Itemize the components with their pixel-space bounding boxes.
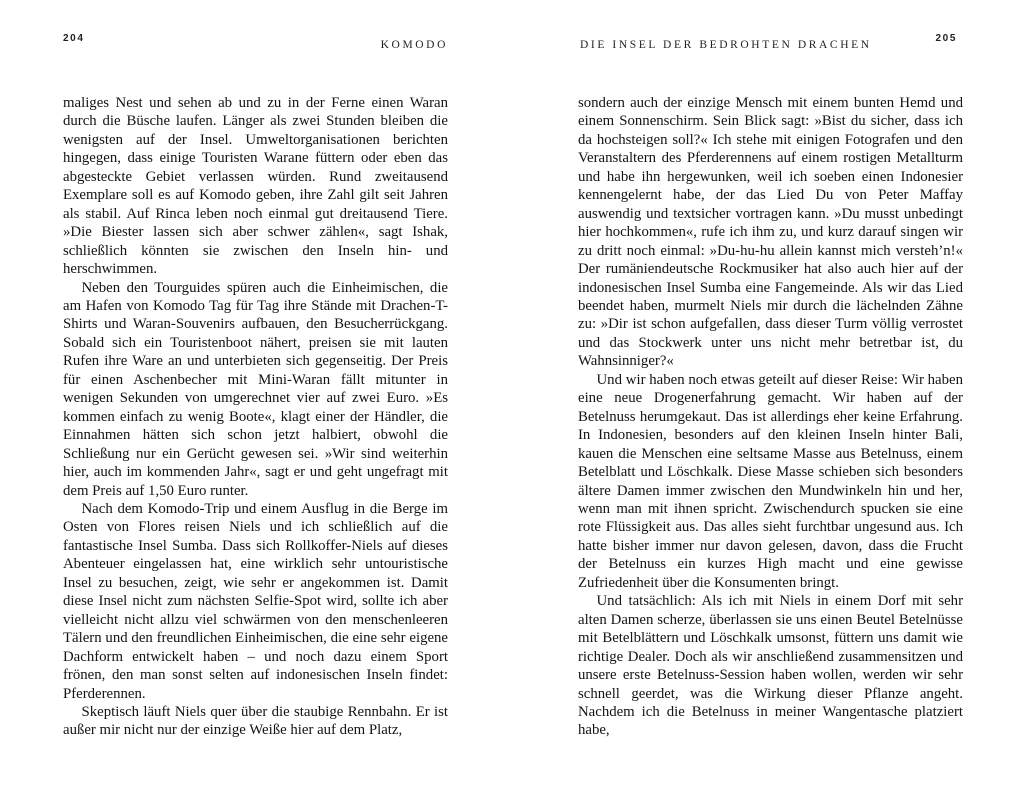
page-text-right	[578, 94, 963, 740]
page-right	[578, 0, 963, 797]
page-number-left: 204	[63, 33, 85, 44]
paragraph: Nach dem Komodo-Trip und einem Ausflug in die Berge im Osten von Flores reisen Niels und ich schließlich auf die fantastische Insel Sumba. Dass sich Rollkoffer-Niels auf dieses Abenteuer eingelassen hat, eine wirklich sehr untouristische Insel zu besuchen, zeigt, wie sehr er angekommen ist. Damit diese Insel nicht zum nächsten Selfie-Spot wird, sollte ich aber vielleicht nicht allzu viel schwärmen von den menschenleeren Tälern und den freundlichen Einheimischen, die eine sehr eigene Dachform entwickelt haben – und noch dazu einem Sport frönen, den man sonst selten auf indonesischen Inseln findet: Pferderennen.	[63, 500, 448, 702]
paragraph: Skeptisch läuft Niels quer über die staubige Rennbahn. Er ist außer mir nicht nur der einzige Weiße hier auf dem Platz,	[63, 703, 448, 739]
page-number-right: 205	[935, 33, 957, 44]
paragraph: Neben den Tourguides spüren auch die Einheimischen, die am Hafen von Komodo Tag für Tag ihre Stände mit Drachen-T-Shirts und Waran-Souvenirs aufbauen, den Besucherrückgang. Sobald sich ein Touristenboot nähert, preisen sie mit lauten Rufen ihre Ware an und unterbieten sich gegenseitig. Der Preis für einen Aschenbecher mit Mini-Waran fällt mitunter in wenigen Sekunden von umgerechnet vier auf zwei Euro. »Es kommen einfach zu wenig Boote«, klagt einer der Händler, die Einnahmen hätten sich schon jetzt halbiert, obwohl die Schließung nur ein Gerücht gewesen sei. »Wir sind weiterhin hier, auch im kommenden Jahr«, sagt er und geht ungefragt mit dem Preis auf 1,50 Euro runter.	[63, 279, 448, 499]
running-head-right: DIE INSEL DER BEDROHTEN DRACHEN	[580, 39, 872, 51]
page-text-left	[63, 94, 448, 740]
paragraph: sondern auch der einzige Mensch mit einem bunten Hemd und einem Sonnenschirm. Sein Blick sagt: »Bist du sicher, dass ich da hochsteigen soll?« Ich stehe mit einigen Fotografen und den Veranstaltern des Pferderennens auf einem rostigen Metallturm und habe ihn hergewunken, weil ich soeben einen Indonesier kennengelernt habe, der das Lied Du von Peter Maffay auswendig und textsicher vortragen kann. »Du musst unbedingt hier hochkommen«, rufe ich ihm zu, und kurz darauf singen wir zu dritt noch einmal: »Du-hu-hu allein kannst mich versteh’n!« Der rumäniendeutsche Rockmusiker hat also auch hier auf der indonesischen Insel Sumba eine Fangemeinde. Als wir das Lied beendet haben, murmelt Niels mir durch die lächelnden Zähne zu: »Dir ist schon aufgefallen, dass dieser Turm völlig verrostet und das Stockwerk unter uns nicht mehr betretbar ist, du Wahnsinniger?«	[578, 95, 963, 370]
paragraph: Und tatsächlich: Als ich mit Niels in einem Dorf mit sehr alten Damen scherze, überlassen sie uns einen Beutel Betelnüsse mit Betelblättern und Löschkalk umsonst, füttern uns damit wie richtige Dealer. Doch als wir anschließend zusammensitzen und unsere erste Betelnuss-Session haben wollen, werden wir sehr schnell geerdet, was die Wirkung dieser Pflanze angeht. Nachdem ich die Betelnuss in meiner Wangentasche platziert habe,	[578, 593, 963, 739]
running-head-left: KOMODO	[380, 39, 448, 51]
page-left	[63, 0, 448, 797]
paragraph: maliges Nest und sehen ab und zu in der Ferne einen Waran durch die Büsche laufen. Länger als zwei Stunden bleiben die wenigsten auf der Insel. Umweltorganisationen berichten hingegen, dass einige Touristen Warane füttern oder eben das abgesteckte Gebiet verlassen würden. Rund zweitausend Exemplare soll es auf Komodo geben, ihre Zahl gilt seit Jahren als stabil. Auf Rinca leben noch einmal gut dreitausend Tiere. »Die Biester lassen sich aber schwer zählen«, sagt Ishak, schließlich könnten sie zwischen den Inseln hin- und herschwimmen.	[63, 95, 448, 278]
paragraph: Und wir haben noch etwas geteilt auf dieser Reise: Wir haben eine neue Drogenerfahrung gemacht. Wir haben auf der Betelnuss herumgekaut. Das ist allerdings eher keine Erfahrung. In Indonesien, besonders auf den kleinen Inseln hinter Bali, kauen die Menschen eine seltsame Masse aus Betelnuss, einem Betelblatt und Löschkalk. Diese Masse schieben sich besonders ältere Damen immer zwischen den Mundwinkeln hin und her, wenn man mit ihnen spricht. Zwischendurch spucken sie eine rote Flüssigkeit aus. Das alles sieht furchtbar ungesund aus. Ich hatte bisher immer nur davon gelesen, davon, dass die Frucht der Betelnuss ein kurzes High macht und eine gewisse Zufriedenheit über die Konsumenten bringt.	[578, 371, 963, 591]
